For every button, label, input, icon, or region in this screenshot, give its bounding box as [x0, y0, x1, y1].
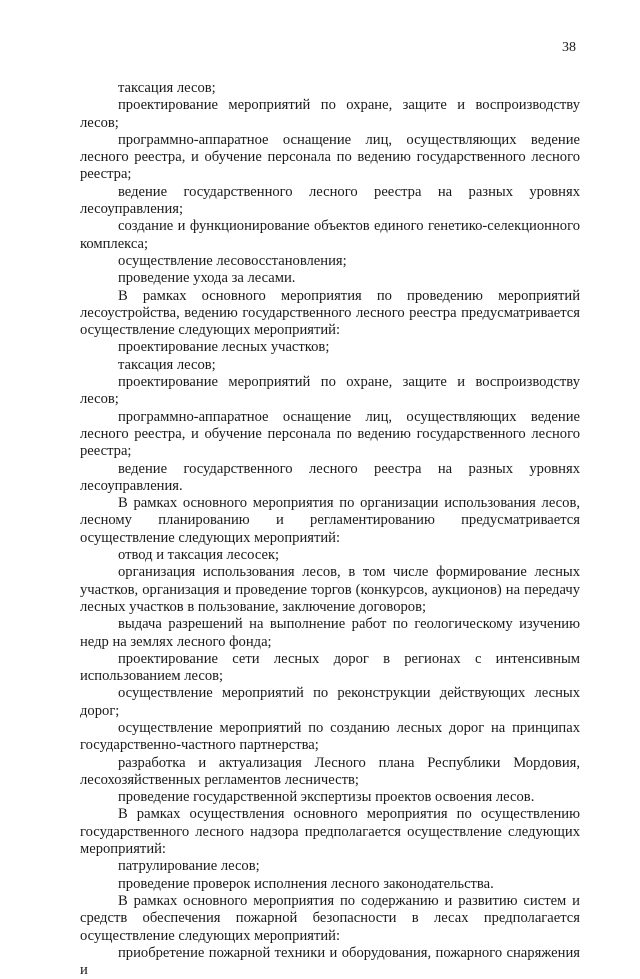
- paragraph: В рамках основного мероприятия по проведению мероприятий лесоустройства, ведению государственного лесного реестра предусматривается осуществление следующих мероприятий:: [80, 287, 580, 339]
- paragraph: таксация лесов;: [118, 356, 216, 373]
- paragraph: проведение проверок исполнения лесного законодательства.: [118, 875, 494, 892]
- paragraph: проектирование сети лесных дорог в регионах с интенсивным использованием лесов;: [80, 650, 580, 685]
- paragraph: В рамках осуществления основного мероприятия по осуществлению государственного лесного надзора предполагается осуществление следующих мероприятий:: [80, 806, 580, 858]
- paragraph: В рамках основного мероприятия по организации использования лесов, лесному планированию и регламентированию предусматривается осуществление следующих мероприятий:: [80, 495, 580, 546]
- paragraph: приобретение пожарной техники и оборудования, пожарного снаряжения и: [80, 944, 580, 979]
- paragraph: программно-аппаратное оснащение лиц, осуществляющих ведение лесного реестра, и обучение персонала по ведению государственного лесного реестра;: [80, 131, 580, 183]
- paragraph: осуществление мероприятий по реконструкции действующих лесных дорог;: [80, 685, 580, 719]
- paragraph: В рамках основного мероприятия по содержанию и развитию систем и средств обеспечения пожарной безопасности в лесах предполагается осуществление следующих мероприятий:: [80, 892, 580, 944]
- paragraph: проектирование лесных участков;: [118, 339, 330, 356]
- paragraph: создание и функционирование объектов единого генетико-селекционного комплекса;: [80, 218, 580, 252]
- paragraph: проектирование мероприятий по охране, защите и воспроизводству лесов;: [80, 374, 580, 408]
- paragraph: проведение ухода за лесами.: [118, 270, 296, 287]
- paragraph: организация использования лесов, в том числе формирование лесных участков, организация и проведение торгов (конкурсов, аукционов) на передачу лесных участков в пользование, заключение договоров;: [80, 564, 580, 615]
- paragraph: патрулирование лесов;: [118, 858, 260, 875]
- paragraph: выдача разрешений на выполнение работ по геологическому изучению недр на землях лесного фонда;: [80, 616, 580, 650]
- paragraph: проектирование мероприятий по охране, защите и воспроизводству лесов;: [80, 97, 580, 131]
- paragraph: проведение государственной экспертизы проектов освоения лесов.: [118, 789, 535, 806]
- document-body: [80, 80, 580, 979]
- paragraph: осуществление лесовосстановления;: [118, 252, 347, 269]
- page-number: 38: [562, 40, 576, 55]
- paragraph: программно-аппаратное оснащение лиц, осуществляющих ведение лесного реестра, и обучение персонала по ведению государственного лесного реестра;: [80, 408, 580, 460]
- paragraph: ведение государственного лесного реестра на разных уровнях лесоуправления.: [80, 460, 580, 494]
- paragraph: таксация лесов;: [118, 80, 216, 96]
- paragraph: осуществление мероприятий по созданию лесных дорог на принципах государственно-частного партнерства;: [80, 719, 580, 754]
- paragraph: отвод и таксация лесосек;: [118, 547, 280, 564]
- paragraph: разработка и актуализация Лесного плана Республики Мордовия, лесохозяйственных регламентов лесничеств;: [80, 754, 580, 788]
- paragraph: ведение государственного лесного реестра на разных уровнях лесоуправления;: [80, 183, 580, 218]
